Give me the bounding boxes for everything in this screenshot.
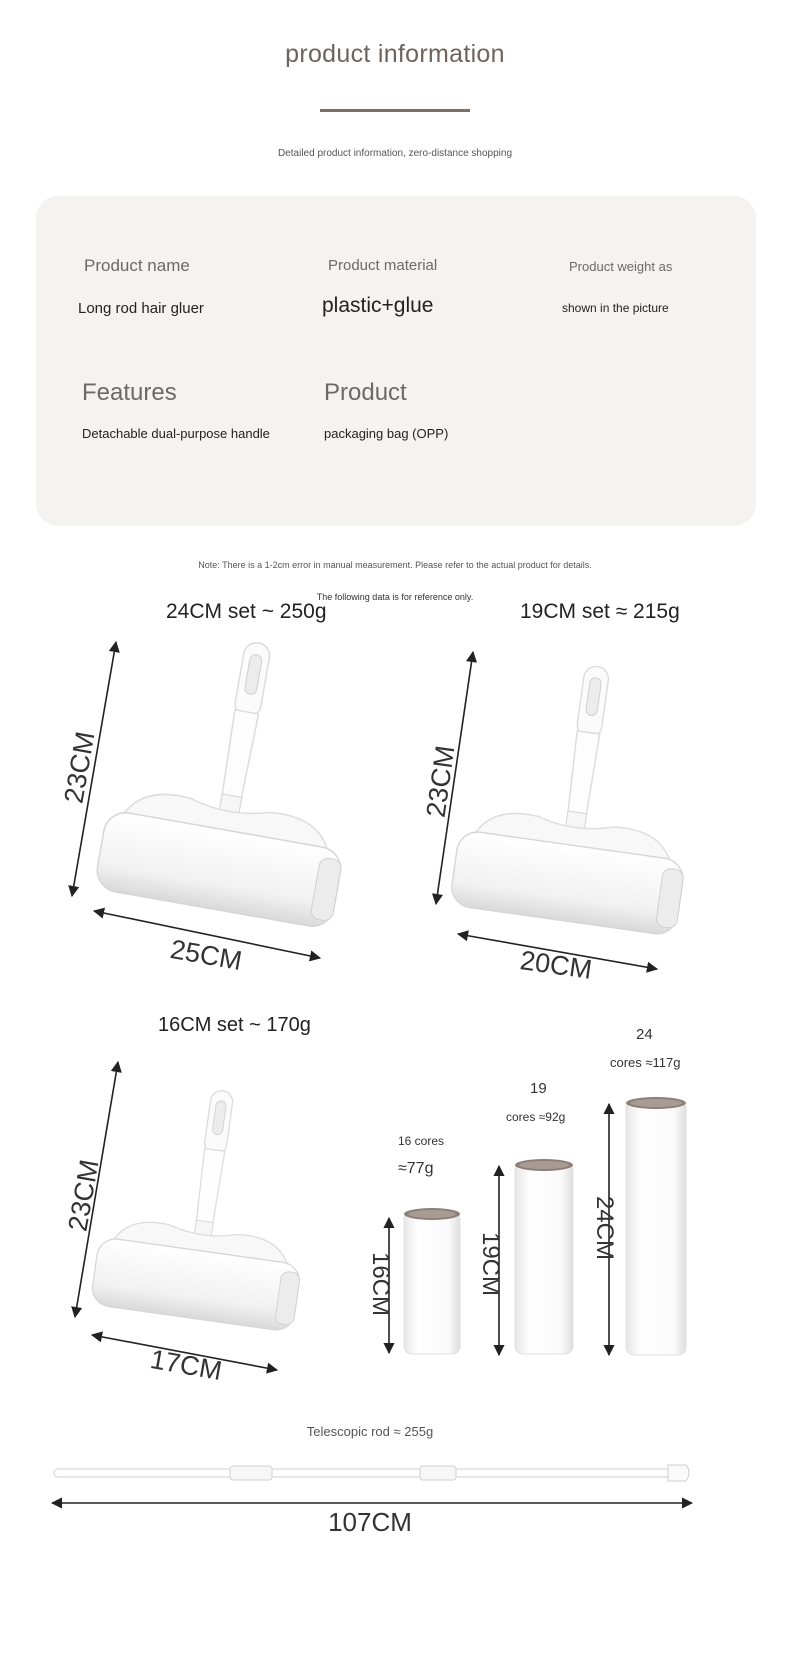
set-19cm-height: 23CM [420,743,461,820]
core-19-length: 19CM [477,1231,505,1297]
product-name-value: Long rod hair gluer [78,300,204,317]
features-label: Features [82,379,177,406]
core-24-label-2: cores ≈117g [610,1055,681,1070]
page-subtitle: Detailed product information, zero-distance shopping [277,148,513,159]
material-value: plastic+glue [322,294,434,317]
weight-value: shown in the picture [562,301,669,315]
core-16cm-image [404,1208,460,1354]
core-19-label-2: cores ≈92g [506,1110,566,1124]
set-16cm-title: 16CM set ~ 170g [158,1014,311,1036]
rod-length: 107CM [328,1507,412,1537]
core-16-length: 16CM [367,1251,395,1317]
set-24cm-width: 25CM [168,933,245,977]
set-19cm-width: 20CM [518,945,594,985]
set-16cm-width: 17CM [148,1343,225,1387]
rod-label: Telescopic rod ≈ 255g [306,1424,434,1439]
features-value: Detachable dual-purpose handle [82,426,270,441]
material-label: Product material [328,257,438,274]
roller-24cm-image [94,622,377,930]
core-24-length: 24CM [591,1195,619,1261]
weight-label: Product weight as [569,259,673,274]
set-24cm-title: 24CM set ~ 250g [166,600,327,623]
page-title: product information [285,40,505,68]
roller-16cm-image [90,1077,324,1333]
measurement-note: Note: There is a 1-2cm error in manual measurement. Please refer to the actual product for details. [198,560,592,570]
set-19cm-title: 19CM set ≈ 215g [520,600,680,623]
telescopic-rod-image [54,1465,689,1481]
set-24cm-height: 23CM [58,729,101,806]
core-24cm-image [626,1097,686,1355]
product-name-label: Product name [84,256,190,275]
core-24-label-1: 24 [636,1026,653,1043]
core-16-label-1: 16 cores [398,1134,445,1148]
core-19cm-image [515,1159,573,1354]
reference-note: The following data is for reference only. [316,592,474,602]
core-16-label-2: ≈77g [398,1160,434,1177]
roller-19cm-image [449,651,710,937]
core-19-label-1: 19 [530,1080,547,1097]
set-16cm-height: 23CM [62,1157,105,1234]
product-label: Product [324,379,407,406]
product-value: packaging bag (OPP) [324,426,449,441]
